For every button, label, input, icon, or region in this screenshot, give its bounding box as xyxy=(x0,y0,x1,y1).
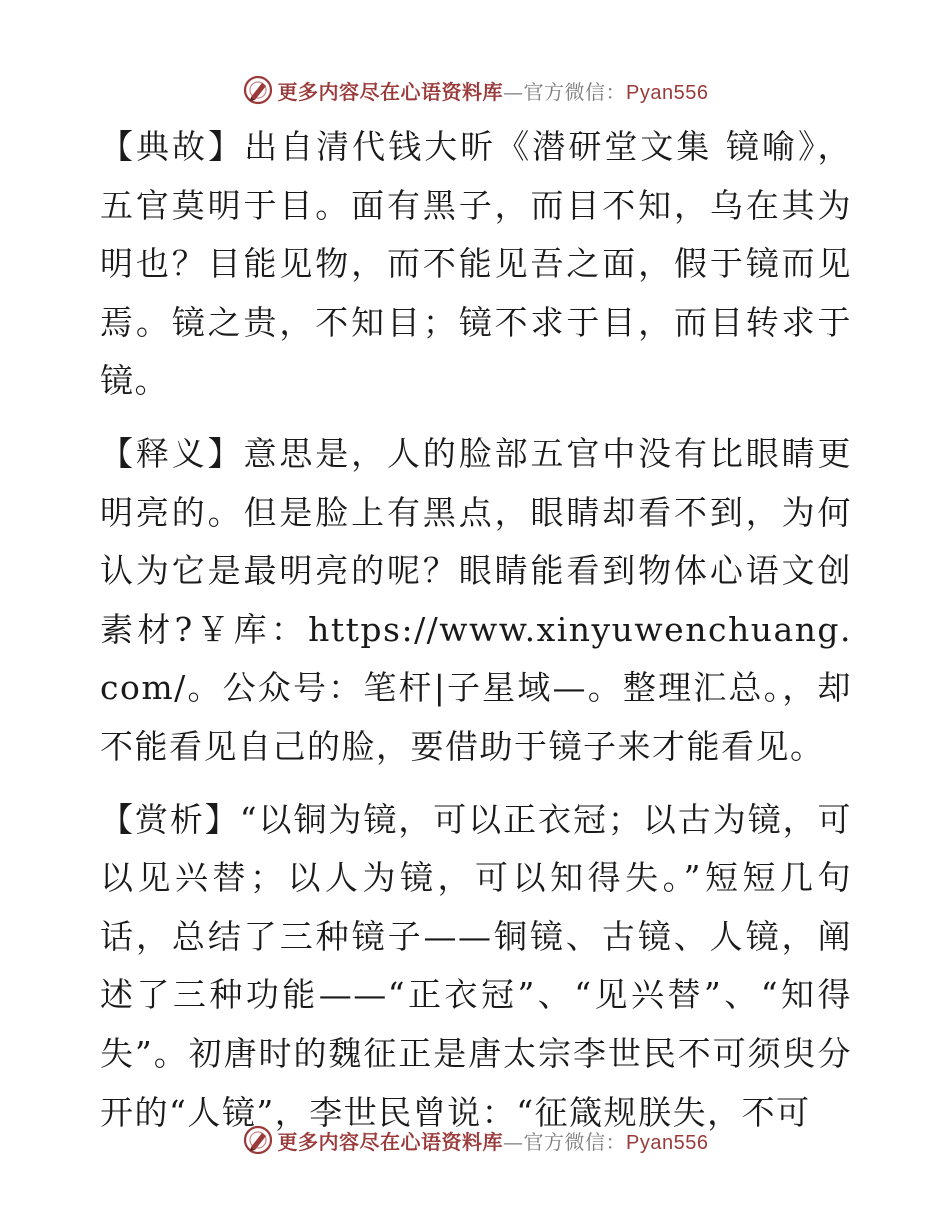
footer-banner-dash: — xyxy=(503,1129,524,1154)
meaning-text: 意思是，人的脸部五官中没有比眼睛更明亮的。但是脸上有黑点，眼睛却看不到，为何认为它是最明亮的呢？眼睛能看到物体心语文创素材?￥库：https://www.xinyuwenchuang.com/。公众号：笔杆|子星域—。整理汇总。，却不能看见自己的脸，要借助于镜子来才能看见。 xyxy=(100,433,852,766)
allusion-paragraph xyxy=(100,118,852,411)
header-banner-text xyxy=(278,76,709,105)
header-banner-label: 更多内容尽在心语资料库 xyxy=(277,79,504,104)
header-banner-dash: — xyxy=(503,79,524,104)
document-body xyxy=(100,118,852,1142)
appreciation-text: “以铜为镜，可以正衣冠；以古为镜，可以见兴替；以人为镜，可以知得失。”短短几句话，总结了三种镜子——铜镜、古镜、人镜，阐述了三种功能——“正衣冠”、“见兴替”、“知得失”。初唐时的魏征正是唐太宗李世民不可须臾分开的“人镜”，李世民曾说：“征箴规朕失，不可 xyxy=(100,799,853,1132)
allusion-tag: 【典故】 xyxy=(100,127,245,166)
appreciation-tag: 【赏析】 xyxy=(100,799,240,839)
allusion-text: 出自清代钱大昕《潜研堂文集 镜喻》，五官莫明于目。面有黑子，而目不知，乌在其为明也？目能见物，而不能见吾之面，假于镜而见焉。镜之贵，不知目；镜不求于目，而目转求于镜。 xyxy=(100,127,853,401)
footer-banner xyxy=(0,1122,950,1158)
meaning-tag: 【释义】 xyxy=(100,433,244,473)
footer-banner-text xyxy=(278,1126,709,1155)
pen-logo-icon xyxy=(242,1124,274,1156)
header-wechat-label: 官方微信： xyxy=(523,79,627,104)
footer-banner-label: 更多内容尽在心语资料库 xyxy=(277,1129,504,1154)
footer-wechat-id: Pyan556 xyxy=(626,1131,709,1154)
meaning-paragraph xyxy=(100,425,852,777)
header-banner xyxy=(0,72,950,108)
footer-wechat-label: 官方微信： xyxy=(523,1129,627,1154)
header-wechat-id: Pyan556 xyxy=(626,81,709,104)
appreciation-paragraph xyxy=(100,791,852,1143)
pen-logo-icon xyxy=(242,74,274,106)
